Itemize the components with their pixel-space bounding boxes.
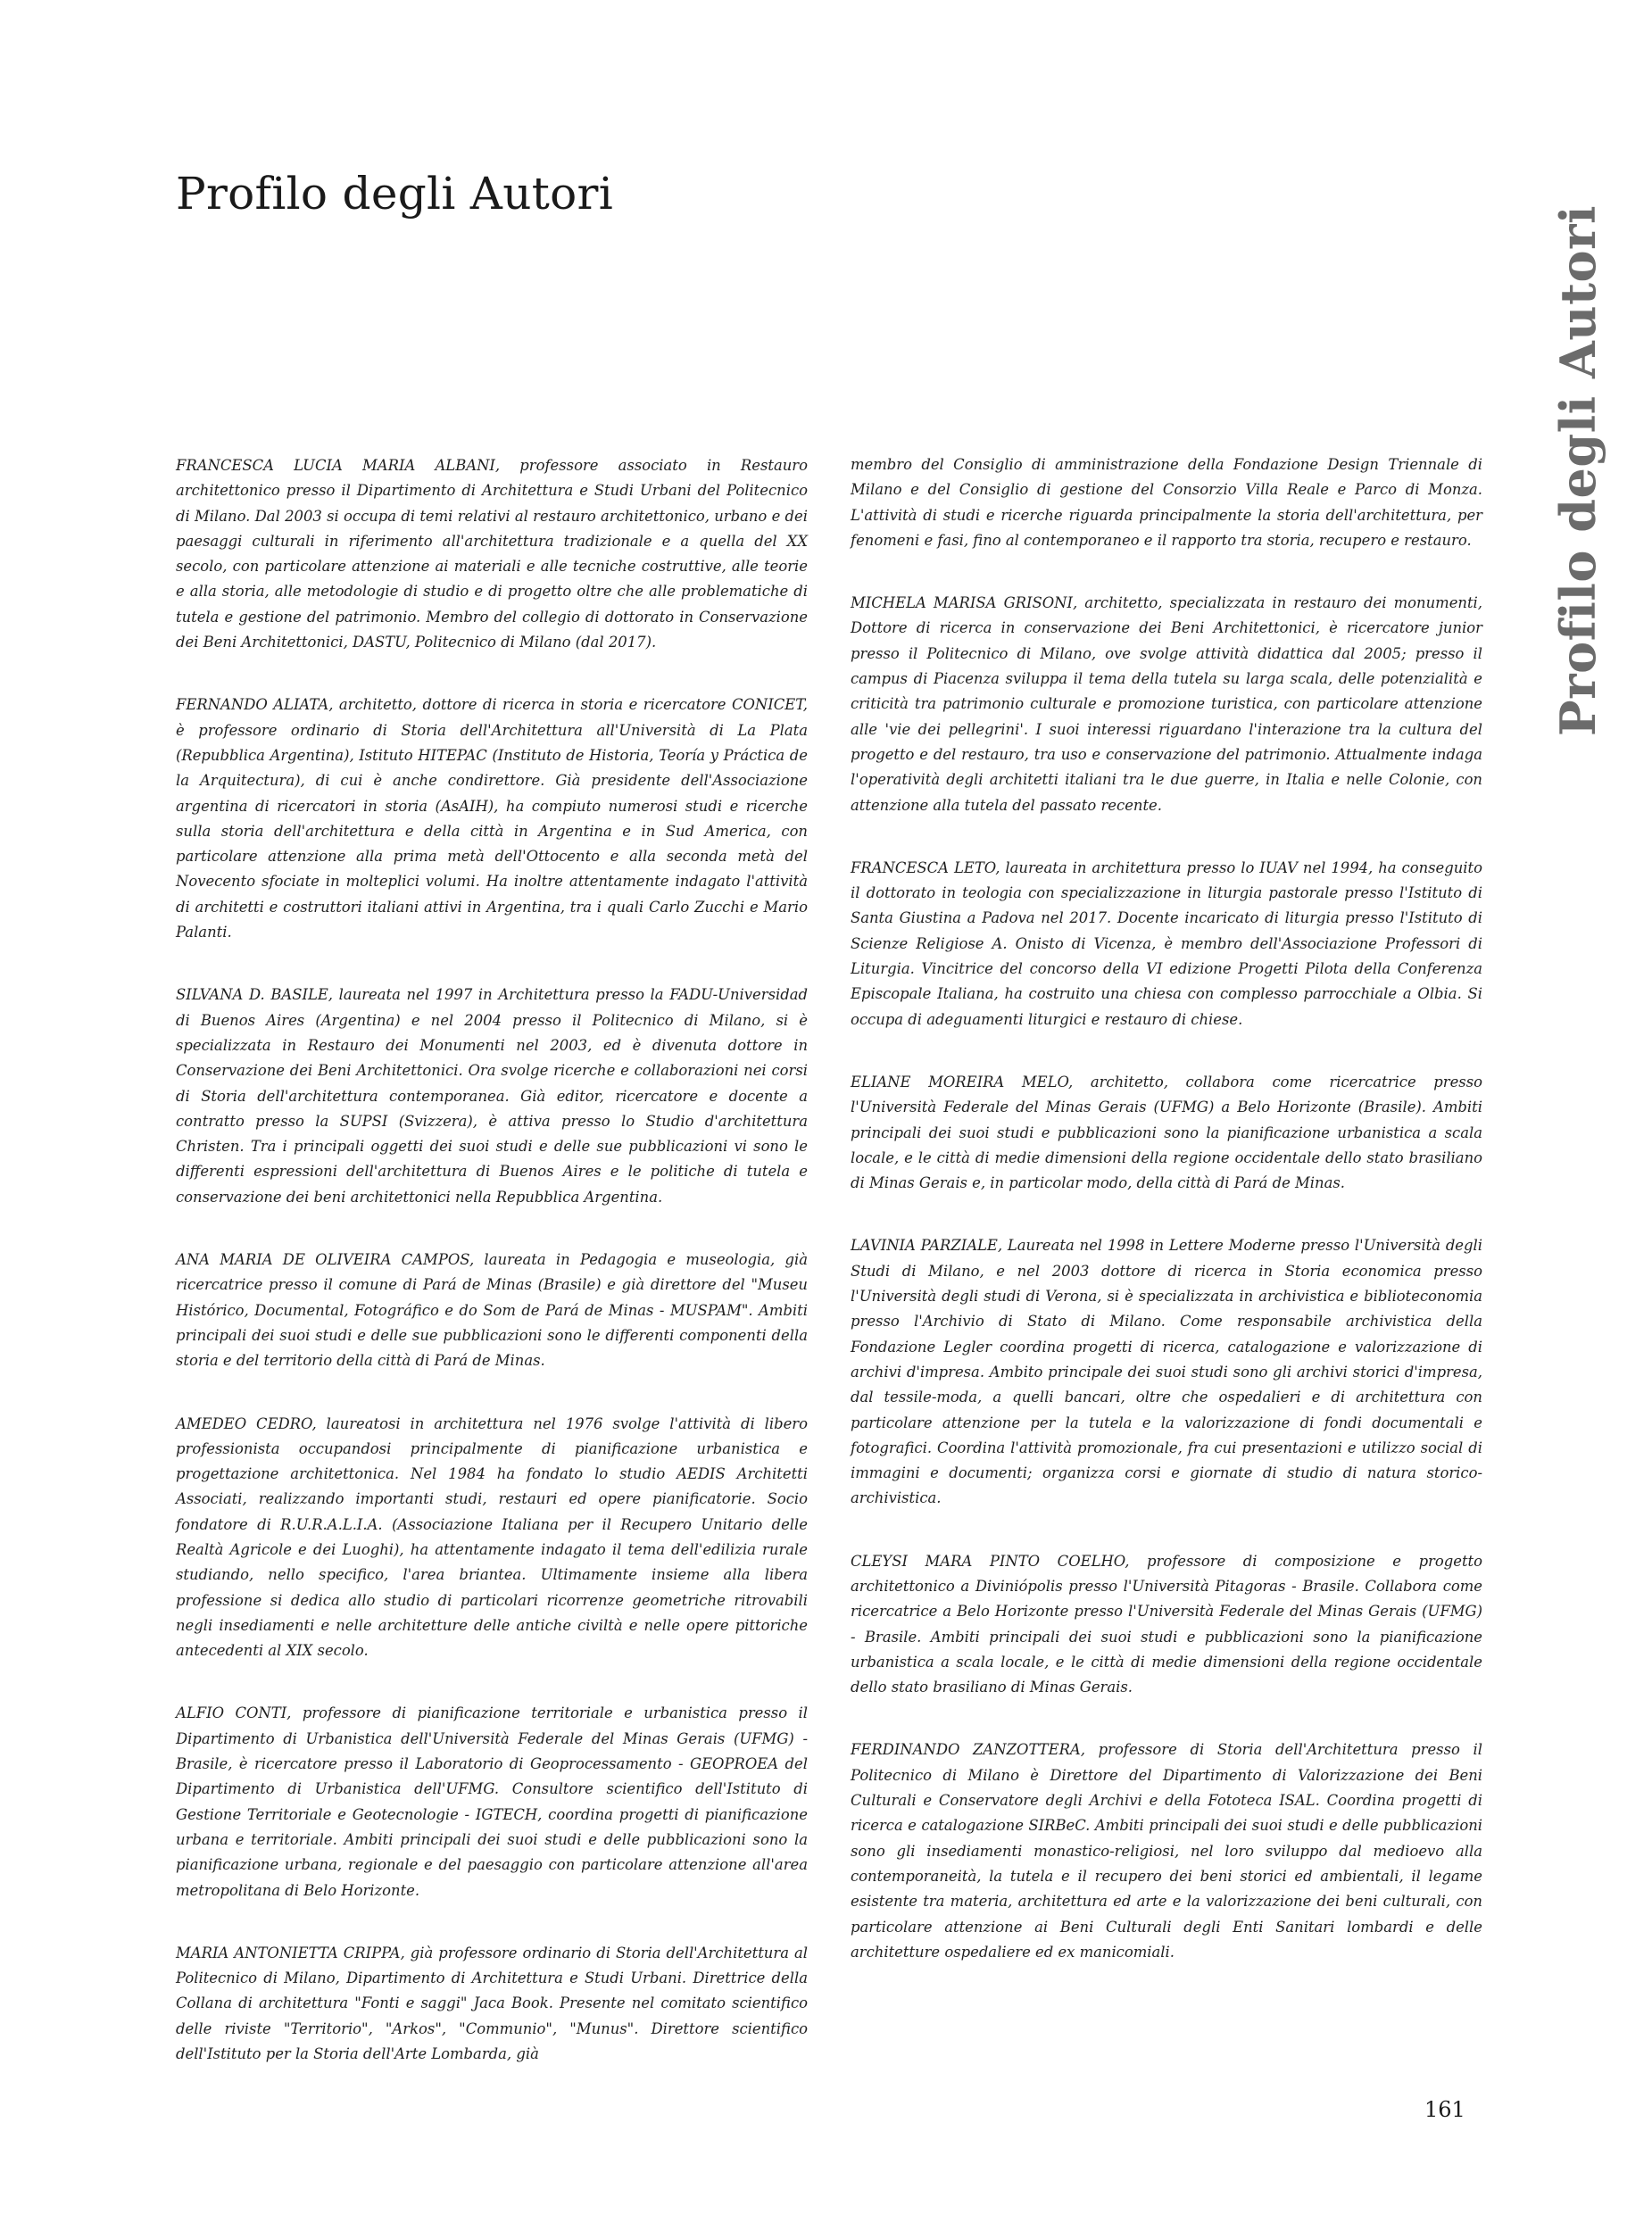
bio-crippa-continued: membro del Consiglio di amministrazione della Fondazione Design Triennale di Milano e del Consiglio di gestione del Consorzio Villa Reale e Parco di Monza. L'attività di studi e ricerche riguarda principalmente la storia dell'architettura, per fenomeni e fasi, fino al contemporaneo e il rapporto tra storia, recupero e restauro. [851, 456, 1482, 549]
bio-melo: ELIANE MOREIRA MELO, architetto, collabora come ricercatrice presso l'Università Federale del Minas Gerais (UFMG) a Belo Horizonte (Brasile). Ambiti principali dei suoi studi e pubblicazioni sono la pianificazione urbanistica a scala locale, e le città di medie dimensioni della regione occidentale dello stato brasiliano di Minas Gerais e, in particolar modo, della città di Pará de Minas. [851, 1073, 1482, 1192]
bio-zanzottera: FERDINANDO ZANZOTTERA, professore di Storia dell'Architettura presso il Politecnico di Milano è Direttore del Dipartimento di Valorizzazione dei Beni Culturali e Conservatore degli Archivi e della Fototeca ISAL. Coordina progetti di ricerca e catalogazione SIRBeC. Ambiti principali dei suoi studi e delle pubblicazioni sono gli insediamenti monastico-religiosi, nel loro sviluppo dal medioevo alla contemporaneità, la tutela e il recupero dei beni storici ed ambientali, il legame esistente tra materia, architettura ed arte e la valorizzazione dei beni culturali, con particolare attenzione ai Beni Culturali degli Enti Sanitari lombardi e delle architetture ospedaliere ed ex manicomiali. [851, 1741, 1482, 1961]
bio-leto: FRANCESCA LETO, laureata in architettura presso lo IUAV nel 1994, ha conseguito il dottorato in teologia con specializzazione in liturgia pastorale presso l'Istituto di Santa Giustina a Padova nel 2017. Docente incaricato di liturgia presso l'Istituto di Scienze Religiose A. Onisto di Vicenza, è membro dell'Associazione Professori di Liturgia. Vincitrice del concorso della VI edizione Progetti Pilota della Conferenza Episcopale Italiana, ha costruito una chiesa con complesso parrocchiale a Olbia. Si occupa di adeguamenti liturgici e restauro di chiese. [851, 858, 1482, 1028]
page-number: 161 [1424, 2097, 1465, 2122]
bio-crippa: MARIA ANTONIETTA CRIPPA, già professore ordinario di Storia dell'Architettura al Politecnico di Milano, Dipartimento di Architettura e Studi Urbani. Direttrice della Collana di architettura "Fonti e saggi" Jaca Book. Presente nel comitato scientifico delle riviste "Territorio", "Arkos", "Communio", "Munus". Direttore scientifico dell'Istituto per la Storia dell'Arte Lombarda, già [176, 1944, 808, 2063]
bio-aliata: FERNANDO ALIATA, architetto, dottore di ricerca in storia e ricercatore CONICET, è professore ordinario di Storia dell'Architettura all'Università di La Plata (Repubblica Argentina), Istituto HITEPAC (Instituto de Historia, Teoría y Práctica de la Arquitectura), di cui è anche condirettore. Già presidente dell'Associazione argentina di ricercatori in storia (AsAIH), ha compiuto numerosi studi e ricerche sulla storia dell'architettura e della città in Argentina e in Sud America, con particolare attenzione alla prima metà dell'Ottocento e alla seconda metà del Novecento sfociate in molteplici volumi. Ha inoltre attentamente indagato l'attività di architetti e costruttori italiani attivi in Argentina, tra i quali Carlo Zucchi e Mario Palanti. [176, 696, 808, 941]
bio-parziale: LAVINIA PARZIALE, Laureata nel 1998 in Lettere Moderne presso l'Università degli Studi di Milano, e nel 2003 dottore di ricerca in Storia economica presso l'Università degli studi di Verona, si è specializzata in archivistica e biblioteconomia presso l'Archivio di Stato di Milano. Come responsabile archivistica della Fondazione Legler coordina progetti di ricerca, catalogazione e valorizzazione di archivi d'impresa. Ambito principale dei suoi studi sono gli archivi storici d'impresa, dal tessile-moda, a quelli bancari, oltre che ospedalieri e di architettura con particolare attenzione per la tutela e la valorizzazione di fondi documentali e fotografici. Coordina l'attività promozionale, fra cui presentazioni e utilizzo social di immagini e documenti; organizza corsi e giornate di studio di natura storico-archivistica. [851, 1237, 1482, 1507]
side-title-container [1538, 205, 1618, 736]
bio-albani: FRANCESCA LUCIA MARIA ALBANI, professore associato in Restauro architettonico presso il Dipartimento di Architettura e Studi Urbani del Politecnico di Milano. Dal 2003 si occupa di temi relativi al restauro architettonico, urbano e dei paesaggi culturali in riferimento all'architettura tradizionale e a quella del XX secolo, con particolare attenzione ai materiali e alle tecniche costruttive, alle teorie e alla storia, alle metodologie di studio e di progetto oltre che alle problematiche di tutela e gestione del patrimonio. Membro del collegio di dottorato in Conservazione dei Beni Architettonici, DASTU, Politecnico di Milano (dal 2017). [176, 457, 808, 651]
bio-basile: SILVANA D. BASILE, laureata nel 1997 in Architettura presso la FADU-Universidad di Buenos Aires (Argentina) e nel 2004 presso il Politecnico di Milano, si è specializzata in Restauro dei Monumenti nel 2003, ed è divenuta dottore in Conservazione dei Beni Architettonici. Ora svolge ricerche e collaborazioni nei corsi di Storia dell'architettura contemporanea. Già editor, ricercatore e docente a contratto presso la SUPSI (Svizzera), è attiva presso lo Studio d'architettura Christen. Tra i principali oggetti dei suoi studi e delle sue pubblicazioni vi sono le differenti espressioni dell'architettura di Buenos Aires e le politiche di tutela e conservazione dei beni architettonici nella Repubblica Argentina. [176, 986, 808, 1206]
page-title: Profilo degli Autori [176, 168, 614, 220]
bio-grisoni: MICHELA MARISA GRISONI, architetto, specializzata in restauro dei monumenti, Dottore di ricerca in conservazione dei Beni Architettonici, è ricercatore junior presso il Politecnico di Milano, ove svolge attività didattica dal 2005; presso il campus di Piacenza sviluppa il tema della tutela su larga scala, delle potenzialità e criticità tra patrimonio culturale e promozione turistica, con particolare attenzione alle 'vie dei pellegrini'. I suoi interessi riguardano l'interazione tra la cultura del progetto e del restauro, tra uso e conservazione del patrimonio. Attualmente indaga l'operatività degli architetti italiani tra le due guerre, in Italia e nelle Colonie, con attenzione alla tutela del passato recente. [851, 594, 1482, 814]
bio-campos: ANA MARIA DE OLIVEIRA CAMPOS, laureata in Pedagogia e museologia, già ricercatrice presso il comune di Pará de Minas (Brasile) e già direttore del "Museu Histórico, Documental, Fotográfico e do Som de Pará de Minas - MUSPAM". Ambiti principali dei suoi studi e delle sue pubblicazioni sono le differenti componenti della storia e del territorio della città di Pará de Minas. [176, 1251, 808, 1370]
right-column [851, 452, 1482, 2003]
bio-coelho: CLEYSI MARA PINTO COELHO, professore di composizione e progetto architettonico a Diviniópolis presso l'Università Pitagoras - Brasile. Collabora come ricercatrice a Belo Horizonte presso l'Università Federale del Minas Gerais (UFMG) - Brasile. Ambiti principali dei suoi studi e pubblicazioni sono la pianificazione urbanistica a scala locale, e le città di medie dimensioni della regione occidentale dello stato brasiliano di Minas Gerais. [851, 1552, 1482, 1696]
left-column [176, 453, 808, 2104]
bio-conti: ALFIO CONTI, professore di pianificazione territoriale e urbanistica presso il Dipartimento di Urbanistica dell'Università Federale del Minas Gerais (UFMG) - Brasile, è ricercatore presso il Laboratorio di Geoprocessamento - GEOPROEA del Dipartimento di Urbanistica dell'UFMG. Consultore scientifico dell'Istituto di Gestione Territoriale e Geotecnologie - IGTECH, coordina progetti di pianificazione urbana e territoriale. Ambiti principali dei suoi studi e delle pubblicazioni sono la pianificazione urbana, regionale e del paesaggio con particolare attenzione all'area metropolitana di Belo Horizonte. [176, 1704, 808, 1899]
side-title: Profilo degli Autori [1549, 205, 1606, 736]
bio-cedro: AMEDEO CEDRO, laureatosi in architettura nel 1976 svolge l'attività di libero professionista occupandosi principalmente di pianificazione urbanistica e progettazione architettonica. Nel 1984 ha fondato lo studio AEDIS Architetti Associati, realizzando importanti studi, restauri ed opere pianificatorie. Socio fondatore di R.U.R.A.L.I.A. (Associazione Italiana per il Recupero Unitario delle Realtà Agricole e dei Luoghi), ha attentamente indagato il tema dell'edilizia rurale studiando, nello specifico, l'area briantea. Ultimamente insieme alla libera professione si dedica allo studio di particolari ricorrenze geometriche ritrovabili negli insediamenti e nelle architetture delle antiche civiltà e nelle opere pittoriche antecedenti al XIX secolo. [176, 1414, 808, 1660]
